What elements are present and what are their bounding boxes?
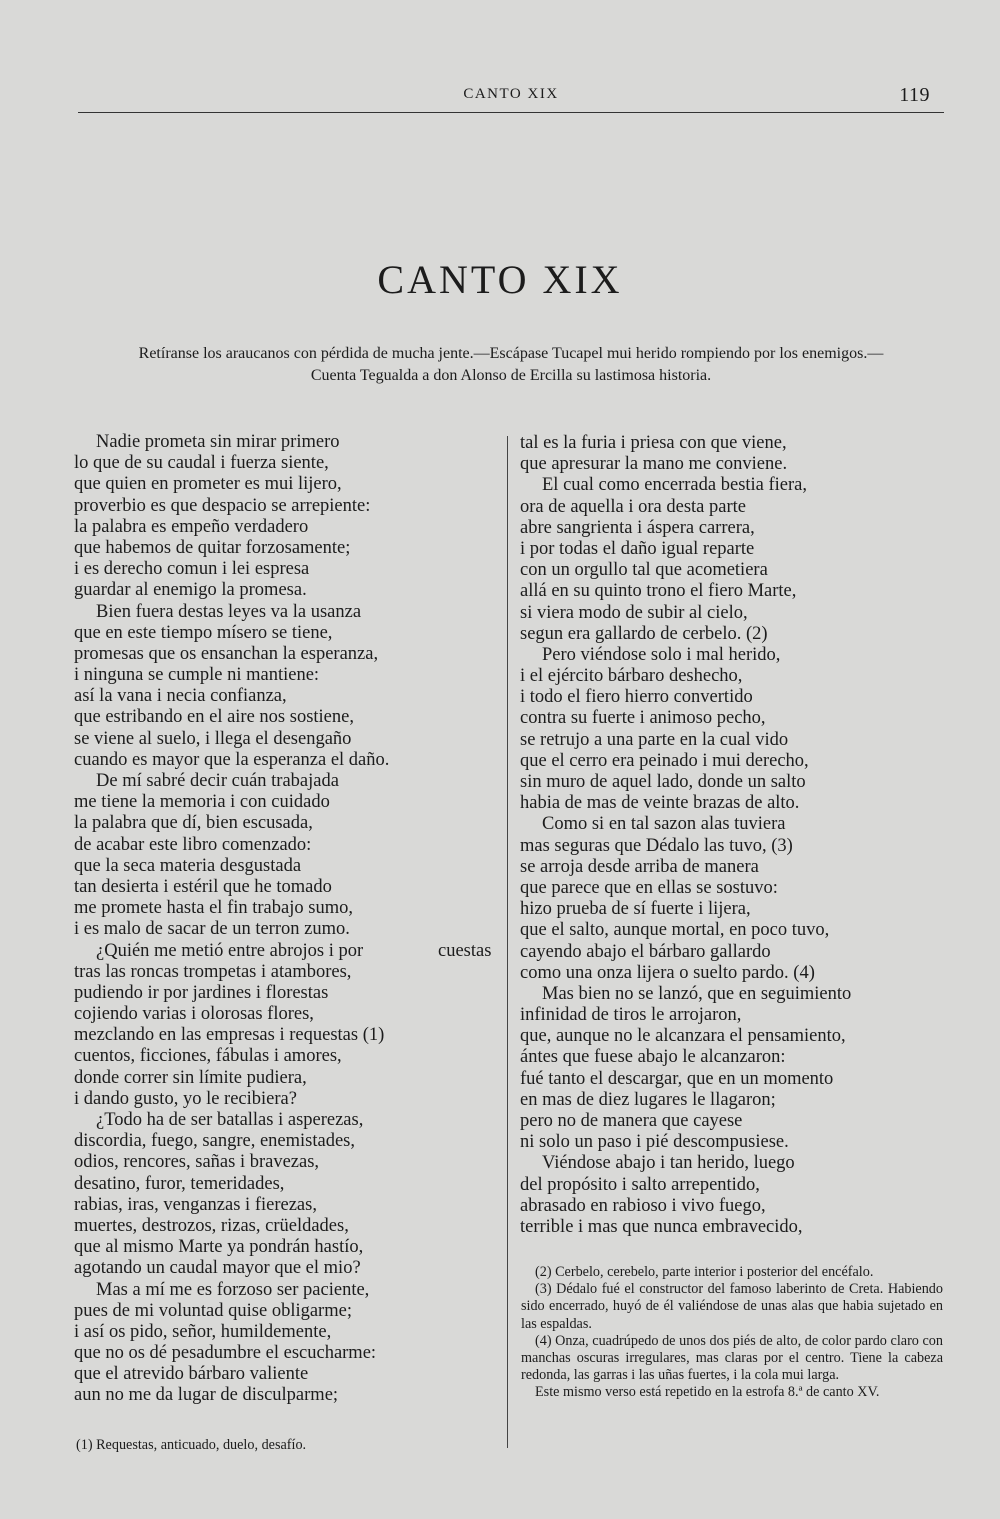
footnote-item: Este mismo verso está repetido en la estrofa 8.ª de canto XV. (535, 1384, 880, 1401)
running-head-title: CANTO XIX (463, 86, 559, 102)
verse-line: ¿Quién me metió entre abrojos i por (96, 940, 364, 961)
verse-line: odios, rencores, sañas i bravezas, (74, 1152, 320, 1173)
verse-line: guardar al enemigo la promesa. (74, 580, 307, 601)
verse-line: así la vana i necia confianza, (74, 686, 287, 707)
verse-line: que la seca materia desgustada (74, 855, 302, 876)
verse-line-overflow: cuestas (438, 940, 492, 961)
verse-line: i todo el fiero hierro convertido (520, 687, 753, 708)
verse-line: discordia, fuego, sangre, enemistades, (74, 1131, 356, 1152)
verse-line: se arroja desde arriba de manera (520, 856, 759, 877)
verse-line: promesas que os ensanchan la esperanza, (74, 643, 379, 664)
verse-line: mas seguras que Dédalo las tuvo, (3) (520, 835, 793, 856)
verse-line: que parece que en ellas se sostuvo: (520, 877, 778, 898)
verse-line: Viéndose abajo i tan herido, luego (542, 1153, 795, 1174)
verse-line: la palabra que dí, bien escusada, (74, 813, 313, 834)
page-number: 119 (899, 84, 930, 106)
verse-line: El cual como encerrada bestia fiera, (542, 475, 808, 496)
verse-line: Mas bien no se lanzó, que en seguimiento (542, 983, 852, 1004)
verse-line: allá en su quinto trono el fiero Marte, (520, 581, 797, 602)
left-footnote: (1) Requestas, anticuado, duelo, desafío. (76, 1437, 307, 1453)
footnote-item: (3) Dédalo fué el constructor del famoso laberinto de Creta. Habiendo sido encerrado, huyó de él valiéndose de unas alas que habia sujetado en las espaldas. (521, 1281, 943, 1332)
verse-line: cuentos, ficciones, fábulas i amores, (74, 1046, 342, 1067)
verse-line: que el atrevido bárbaro valiente (74, 1364, 309, 1385)
footnote-item: (4) Onza, cuadrúpedo de unos dos piés de alto, de color pardo claro con manchas oscuras irregulares, mas claras por el centro. Tiene la cabeza redonda, las garras i las uñas fuertes, i la cola mui larga. (521, 1332, 943, 1384)
verse-line: pudiendo ir por jardines i florestas (74, 982, 329, 1003)
verse-line: Mas a mí me es forzoso ser paciente, (96, 1279, 370, 1300)
verse-line: que en este tiempo mísero se tiene, (74, 622, 333, 643)
verse-line: desatino, furor, temeridades, (74, 1173, 285, 1194)
verse-line: del propósito i salto arrepentido, (520, 1174, 760, 1195)
verse-line: ni solo un paso i pié descompusiese. (520, 1132, 789, 1153)
verse-line: donde correr sin límite pudiera, (74, 1067, 307, 1088)
verse-line: segun era gallardo de cerbelo. (2) (520, 623, 768, 644)
verse-line: ora de aquella i ora desta parte (520, 496, 746, 517)
verse-line: Como si en tal sazon alas tuviera (542, 814, 786, 835)
verse-line: i dando gusto, yo le recibiera? (74, 1088, 297, 1109)
verse-line: pues de mi voluntad quise obligarme; (74, 1300, 352, 1321)
verse-line: i por todas el daño igual reparte (520, 538, 755, 559)
verse-line: que apresurar la mano me conviene. (520, 454, 788, 475)
verse-line: que habemos de quitar forzosamente; (74, 537, 351, 558)
running-head (78, 86, 944, 110)
verse-line: i el ejército bárbaro deshecho, (520, 666, 743, 687)
verse-line: abre sangrienta i áspera carrera, (520, 517, 755, 538)
summary-line: Cuenta Tegualda a don Alonso de Ercilla su lastimosa historia. (310, 367, 712, 384)
verse-line: Nadie prometa sin mirar primero (96, 432, 340, 452)
verse-line: muertes, destrozos, rizas, crüeldades, (74, 1215, 349, 1236)
verse-line: en mas de diez lugares le llagaron; (520, 1089, 776, 1110)
verse-line: que, aunque no le alcanzara el pensamiento, (520, 1026, 846, 1047)
header-rule (78, 112, 944, 113)
right-verse-column (520, 433, 950, 1238)
footnote-item: (2) Cerbelo, cerebelo, parte interior i posterior del encéfalo. (535, 1264, 874, 1280)
right-footnotes (521, 1264, 943, 1402)
verse-line: la palabra es empeño verdadero (74, 516, 309, 537)
verse-line: como una onza lijera o suelto pardo. (4) (520, 962, 815, 983)
verse-line: cuando es mayor que la esperanza el daño. (74, 749, 390, 770)
verse-line: me promete hasta el fin trabajo sumo, (74, 898, 353, 919)
verse-line: i es derecho comun i lei espresa (74, 559, 310, 580)
verse-line: lo que de su caudal i fuerza siente, (74, 453, 329, 474)
verse-line: cayendo abajo el bárbaro gallardo (520, 941, 771, 962)
verse-line: abrasado en rabioso i vivo fuego, (520, 1195, 766, 1216)
chapter-title: CANTO XIX (377, 257, 623, 302)
chapter-summary (76, 343, 946, 387)
verse-line: se retrujo a una parte en la cual vido (520, 729, 789, 750)
verse-line: Bien fuera destas leyes va la usanza (96, 601, 362, 622)
verse-line: me tiene la memoria i con cuidado (74, 792, 330, 813)
verse-line: infinidad de tiros le arrojaron, (520, 1005, 742, 1026)
verse-line: tan desierta i estéril que he tomado (74, 876, 332, 897)
verse-line: si viera modo de subir al cielo, (520, 602, 748, 623)
verse-line: proverbio es que despacio se arrepiente: (74, 495, 371, 516)
column-divider (507, 436, 508, 1448)
verse-line: i así os pido, señor, humildemente, (74, 1321, 332, 1342)
verse-line: Pero viéndose solo i mal herido, (542, 644, 781, 665)
verse-line: que estribando en el aire nos sostiene, (74, 707, 354, 728)
verse-line: habia de mas de veinte brazas de alto. (520, 793, 800, 814)
verse-line: ántes que fuese abajo le alcanzaron: (520, 1047, 786, 1068)
verse-line: ¿Todo ha de ser batallas i asperezas, (96, 1110, 364, 1130)
verse-line: que el cerro era peinado i mui derecho, (520, 750, 809, 771)
verse-line: cojiendo varias i olorosas flores, (74, 1004, 314, 1025)
verse-line: que al mismo Marte ya pondrán hastío, (74, 1237, 364, 1258)
verse-line: con un orgullo tal que acometiera (520, 560, 768, 581)
verse-line: agotando un caudal mayor que el mio? (74, 1258, 361, 1279)
verse-line: contra su fuerte i animoso pecho, (520, 708, 766, 729)
left-verse-column (74, 432, 504, 1407)
verse-line: pero no de manera que cayese (520, 1111, 743, 1131)
verse-line: rabias, iras, venganzas i fierezas, (74, 1194, 317, 1215)
verse-line: De mí sabré decir cuán trabajada (96, 771, 339, 791)
verse-line: i ninguna se cumple ni mantiene: (74, 665, 320, 686)
verse-line: de acabar este libro comenzado: (74, 834, 312, 855)
verse-line: sin muro de aquel lado, donde un salto (520, 772, 806, 792)
verse-line: se viene al suelo, i llega el desengaño (74, 728, 352, 749)
verse-line: que el salto, aunque mortal, en poco tuvo, (520, 920, 830, 941)
verse-line: que quien en prometer es mui lijero, (74, 474, 342, 495)
verse-line: tras las roncas trompetas i atambores, (74, 961, 352, 982)
verse-line: aun no me da lugar de disculparme; (74, 1385, 339, 1406)
verse-line: mezclando en las empresas i requestas (1) (74, 1025, 385, 1046)
summary-line: Retíranse los araucanos con pérdida de mucha jente.—Escápase Tucapel mui herido rompiendo por los enemigos.— (138, 345, 884, 362)
verse-line: hizo prueba de sí fuerte i lijera, (520, 899, 751, 920)
verse-line: i es malo de sacar de un terron zumo. (74, 919, 350, 940)
verse-line: que no os dé pesadumbre el escucharme: (74, 1343, 377, 1364)
verse-line: fué tanto el descargar, que en un momento (520, 1068, 834, 1089)
verse-line: terrible i mas que nunca embravecido, (520, 1216, 803, 1237)
verse-line: tal es la furia i priesa con que viene, (520, 433, 787, 453)
